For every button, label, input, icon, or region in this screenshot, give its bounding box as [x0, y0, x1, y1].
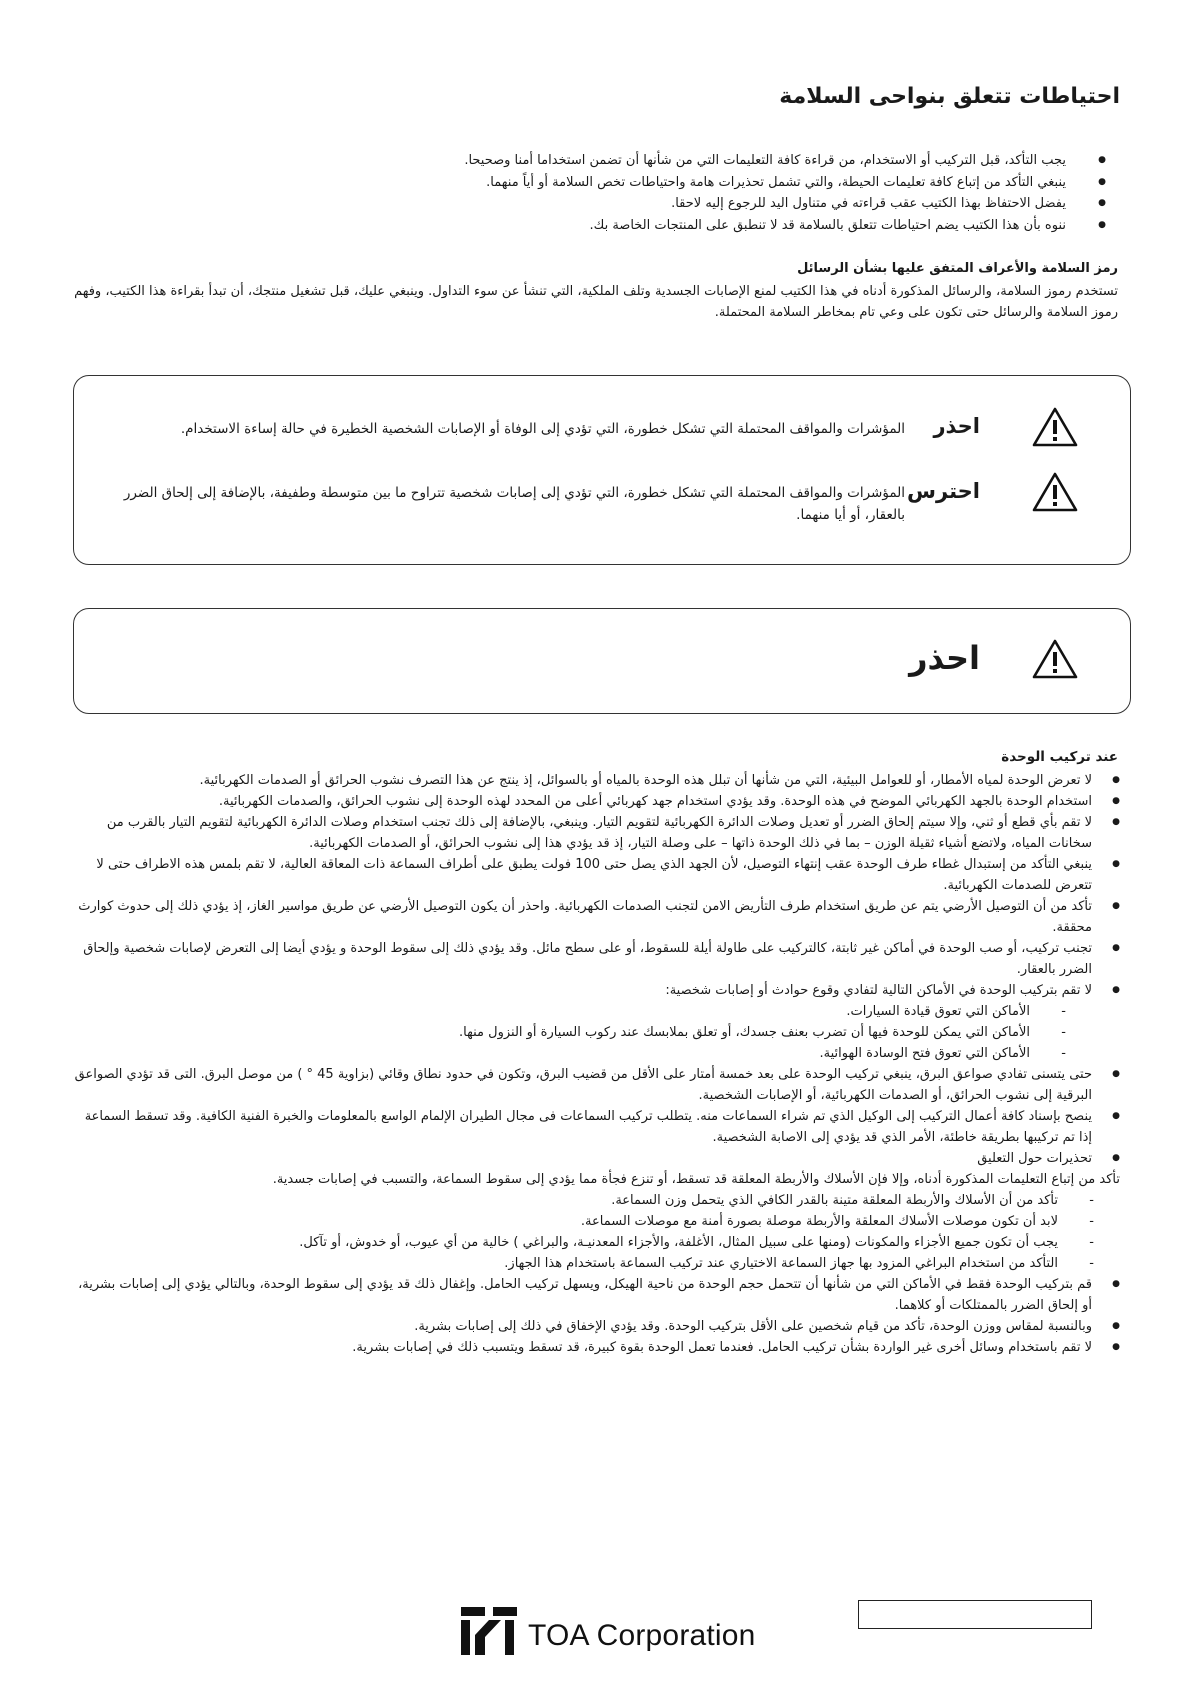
list-item: ● لا تعرض الوحدة لمياه الأمطار، أو للعوامل البيئية، التي من شأنها أن تبلل هذه الوحدة بالمياه أو بالسوائل، إذ ينتج عن هذا التصرف نشوب الحرائق أو الصدمات الكهربائية.	[74, 770, 1120, 791]
list-item: تأكد من إتباع التعليمات المذكورة أدناه، وإلا فإن الأسلاك والأربطة المعلقة قد تسقط، أو تنزع فجأة مما يؤدي إلى سقوط السماعة، والتسبب في إصابات جسدية. - تأكد من أن الأسلاك والأربطة المعلقة متينة بالقدر الكافي الذي يتحمل وزن السماعة. - لابد أن تكون موصلات الأسلاك المعلقة والأربطة موصلة بصورة أمنة مع موصلات السماعة. - يجب أن تكون جميع الأجزاء والمكونات (ومنها على سبيل المثال، الأغلفة، والأجزاء المعدنيـة، والبراغي ) خالية من أي عيوب، أو خدوش، أو تآكل. - التأكد من استخدام البراغي المزود بها جهاز السماعة الاختياري عند تركيب السماعة باستخدام هذا الجهاز.	[74, 1169, 1120, 1274]
document-code-box	[858, 1600, 1092, 1629]
page-title: احتياطات تتعلق بنواحى السلامة	[779, 84, 1120, 109]
banner-warning-word: احذر	[909, 639, 980, 677]
toa-logo-icon	[461, 1607, 517, 1655]
sub-list-item: - الأماكن التي تعوق فتح الوسادة الهوائية.	[74, 1043, 1092, 1064]
company-name: TOA Corporation	[528, 1619, 756, 1652]
list-item: ● تأكد من أن التوصيل الأرضي يتم عن طريق استخدام طرف التأريض الامن لتجنب الصدمات الكهربائية. واحذر أن يكون التوصيل الأرضي عن طريق مواسير الغاز، إذ يؤدي ذلك إلى حدوث كوارث محققة.	[74, 896, 1120, 938]
symbols-heading: رمز السلامة والأعراف المتفق عليها بشأن الرسائل	[797, 261, 1118, 276]
list-item: ● قم بتركيب الوحدة فقط في الأماكن التي من شأنها أن تتحمل حجم الوحدة من ناحية الهيكل، ويسهل تركيب الحامل. وإغفال ذلك قد يؤدي إلى سقوط الوحدة، وبالتالي يؤدي إلى إصابات بشرية، أو إلحاق الضرر بالممتلكات أو كلاهما.	[74, 1274, 1120, 1316]
caution-triangle-icon	[1032, 471, 1078, 513]
list-item: ● وبالنسبة لمقاس ووزن الوحدة، تأكد من قيام شخصين على الأقل بتركيب الوحدة. وقد يؤدي الإخفاق في ذلك إلى إصابات بشرية.	[74, 1316, 1120, 1337]
warning-triangle-icon	[1032, 406, 1078, 448]
warning-text: المؤشرات والمواقف المحتملة التي تشكل خطورة، التي تؤدي إلى الوفاة أو الإصابات الشخصية الخطيرة في حالة إساءة الاستخدام.	[180, 421, 905, 437]
list-item: ● تحذيرات حول التعليق	[74, 1148, 1120, 1169]
sub-list-item: - تأكد من أن الأسلاك والأربطة المعلقة متينة بالقدر الكافي الذي يتحمل وزن السماعة.	[74, 1190, 1120, 1211]
symbols-body: تستخدم رموز السلامة، والرسائل المذكورة أدناه في هذا الكتيب لمنع الإصابات الجسدية وتلف الملكية، التي تنشأ عن سوء التداول. وينبغي عليك، قبل تشغيل منتجك، أن تبدأ بقراءة هذا الكتيب، وفهم رموز السلامة والرسائل حتى تكون على وعي تام بمخاطر السلامة المحتملة.	[74, 284, 1118, 320]
list-item: ● لا تقم بأي قطع أو ثني، وإلا سيتم إلحاق الضرر أو تعديل وصلات الدائرة الكهربائية لتقويم التيار. وينبغي، بالإضافة إلى ذلك تجنب استخدام وصلات الدائرة الكهربائية لتقويم التيار بالقرب من سخانات المياه، ولاتضع أشياء ثقيلة الوزن – بما في ذلك الوحدة ذاتها – على وصلة التيار، إذ قد يؤدي هذا إلى نشوب الحرائق، أو الصدمات الكهربائية.	[74, 812, 1120, 854]
sub-list-item: - لابد أن تكون موصلات الأسلاك المعلقة والأربطة موصلة بصورة أمنة مع موصلات السماعة.	[74, 1211, 1120, 1232]
warning-triangle-icon	[1032, 638, 1078, 680]
caution-text: المؤشرات والمواقف المحتملة التي تشكل خطورة، التي تؤدي إلى إصابات شخصية تتراوح ما بين متوسطة وطفيفة، بالإضافة إلى إلحاق الضرر بالعقار، أو أيا منهما.	[123, 485, 905, 523]
list-item: ● استخدام الوحدة بالجهد الكهربائي الموضح في هذه الوحدة. وقد يؤدي استخدام جهد كهربائي أعلى من المحدد لهذه الوحدة إلى نشوب الحرائق، والصدمات الكهربائية.	[74, 791, 1120, 812]
install-list	[74, 770, 1120, 1358]
sub-list-item: - التأكد من استخدام البراغي المزود بها جهاز السماعة الاختياري عند تركيب السماعة باستخدام هذا الجهاز.	[74, 1253, 1120, 1274]
sub-list-item: - الأماكن التي يمكن للوحدة فيها أن تضرب بعنف جسدك، أو تعلق بملابسك عند ركوب السيارة أو النزول منها.	[74, 1022, 1092, 1043]
intro-list	[70, 150, 1118, 236]
list-item: ● حتى يتسنى تفادي صواعق البرق، ينبغي تركيب الوحدة على بعد خمسة أمتار على الأقل من قضيب البرق، وتكون في حدود نطاق وقائي (بزاوية 45 ° ) من موصل البرق. التى قد تؤدي الصواعق البرقية إلى نشوب الحرائق، أو الصدمات الكهربائية، أو الإصابات الشخصية.	[74, 1064, 1120, 1106]
warning-banner	[73, 608, 1131, 714]
legend-box	[73, 375, 1131, 565]
list-item: ● ينبغي التأكد من إستبدال غطاء طرف الوحدة عقب إنتهاء التوصيل، لأن الجهد الذي يصل حتى 100 فولت يطبق على أطراف السماعة ذات المعاقة العالية، لا تقم بلمس هذه الاطراف حتى لا تتعرض للصدمات الكهربائية.	[74, 854, 1120, 896]
caution-word: احترس	[907, 479, 980, 503]
list-item: ● ننوه بأن هذا الكتيب يضم احتياطات تتعلق بالسلامة قد لا تنطبق على المنتجات الخاصة بك.	[70, 215, 1118, 237]
sub-list-item: - الأماكن التي تعوق قيادة السيارات.	[74, 1001, 1092, 1022]
list-item: ● لا تقم باستخدام وسائل أخرى غير الواردة بشأن تركيب الحامل. فعندما تعمل الوحدة بقوة كبيرة، قد تسقط ويتسبب ذلك في إصابات بشرية.	[74, 1337, 1120, 1358]
warning-word: احذر	[933, 414, 980, 438]
list-item: ● يفضل الاحتفاظ بهذا الكتيب عقب قراءته في متناول اليد للرجوع إليه لاحقا.	[70, 193, 1118, 215]
list-item: ● تجنب تركيب، أو صب الوحدة في أماكن غير ثابتة، كالتركيب على طاولة أيلة للسقوط، أو على سطح مائل. وقد يؤدي ذلك إلى سقوط الوحدة و يؤدي أيضا إلى التعرض لإصابات شخصية وإلحاق الضرر بالعقار.	[74, 938, 1120, 980]
list-item: ● يجب التأكد، قبل التركيب أو الاستخدام، من قراءة كافة التعليمات التي من شأنها أن تضمن استخداما أمنا وصحيحا.	[70, 150, 1118, 172]
install-heading: عند تركيب الوحدة	[1001, 749, 1118, 765]
list-item: ● ينبغي التأكد من إتباع كافة تعليمات الحيطة، والتي تشمل تحذيرات هامة واحتياطات تخص السلامة أو أياً منهما.	[70, 172, 1118, 194]
list-item: ● لا تقم بتركيب الوحدة في الأماكن التالية لتفادي وقوع حوادث أو إصابات شخصية: - الأماكن التي تعوق قيادة السيارات. - الأماكن التي يمكن للوحدة فيها أن تضرب بعنف جسدك، أو تعلق بملابسك عند ركوب السيارة أو النزول منها. - الأماكن التي تعوق فتح الوسادة الهوائية.	[74, 980, 1120, 1064]
sub-list-item: - يجب أن تكون جميع الأجزاء والمكونات (ومنها على سبيل المثال، الأغلفة، والأجزاء المعدنيـة، والبراغي ) خالية من أي عيوب، أو خدوش، أو تآكل.	[74, 1232, 1120, 1253]
list-item: ● ينصح بإسناد كافة أعمال التركيب إلى الوكيل الذي تم شراء السماعات منه. يتطلب تركيب السماعات فى مجال الطيران الإلمام الواسع بالمعلومات والخبرة الفنية الكافية. وقد تسقط السماعة إذا تم تركيبها بطريقة خاطئة، الأمر الذي قد يؤدي إلى الاصابة الشخصية.	[74, 1106, 1120, 1148]
